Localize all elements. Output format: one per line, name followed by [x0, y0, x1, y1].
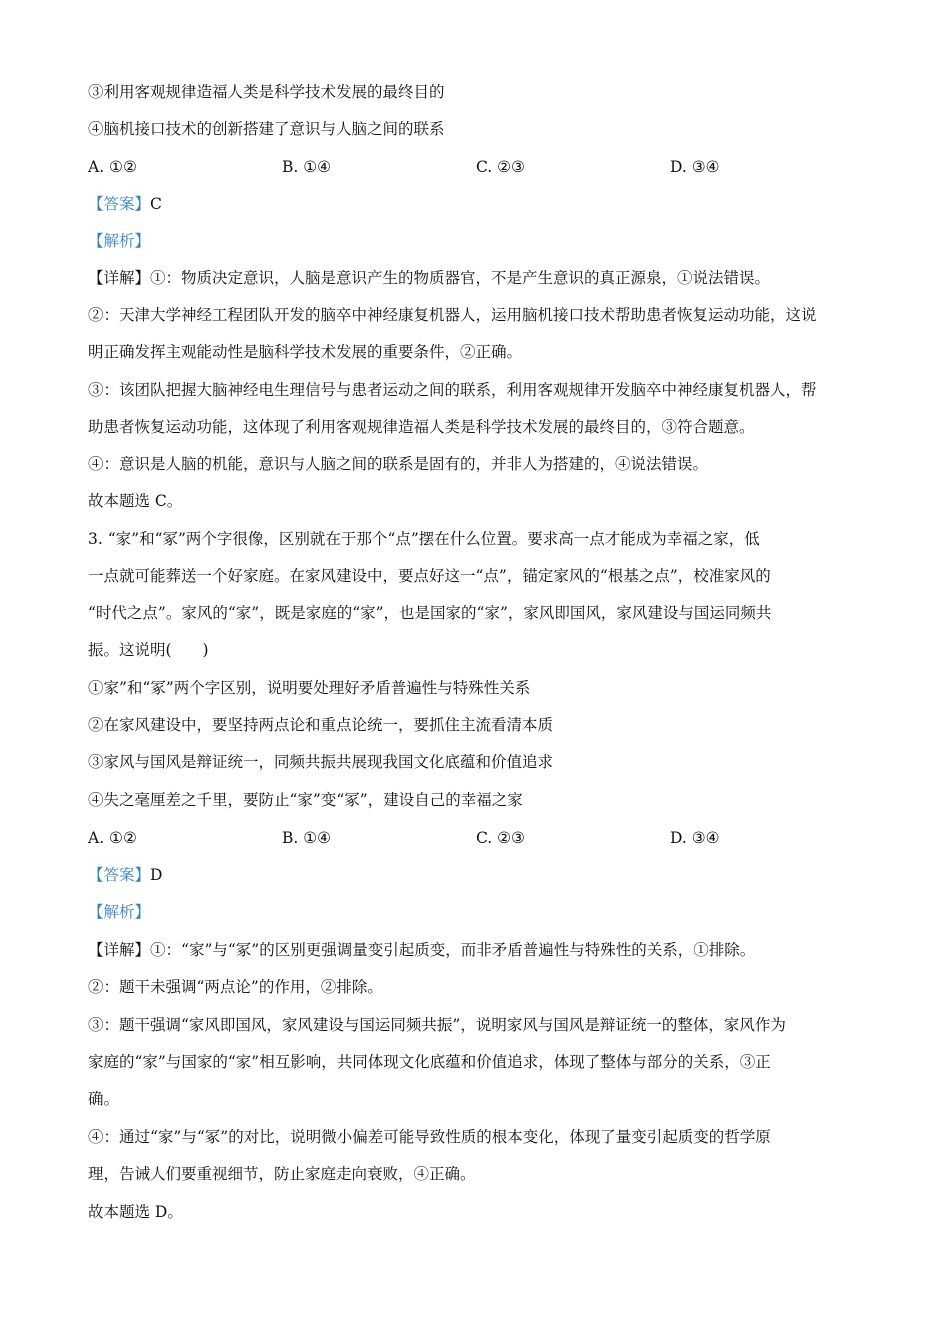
answer-value: C [150, 195, 162, 213]
q2-conclusion: 故本题选 C。 [88, 492, 183, 510]
q2-answer [88, 193, 868, 215]
q2-detail-1 [88, 267, 868, 289]
q3-stem-4: 振。这说明( ) [88, 641, 209, 659]
q3-detail-4a: ④：通过“家”与“冢”的对比，说明微小偏差可能导致性质的根本变化，体现了量变引起质变的哲学原 [88, 1128, 771, 1146]
q3-option-b: B. ①④ [282, 829, 332, 847]
detail-text: ①：“家”与“冢”的区别更强调量变引起质变，而非矛盾普遍性与特殊性的关系，①排除。 [150, 941, 756, 959]
q3-analysis-tag [88, 901, 868, 923]
q3-option-d: D. ③④ [670, 829, 720, 847]
detail-tag: 【详解】 [88, 269, 151, 287]
detail-tag: 【详解】 [88, 941, 151, 959]
answer-value: D [150, 866, 163, 884]
q2-option-a: A. ①② [88, 158, 137, 176]
q3-option-a: A. ①② [88, 829, 137, 847]
q2-option-b: B. ①④ [282, 158, 332, 176]
q3-option-c: C. ②③ [476, 829, 525, 847]
q3-stem-1: 3. “家”和“冢”两个字很像，区别就在于那个“点”摆在什么位置。要求高一点才能成为幸福之家，低 [88, 530, 760, 548]
q2-analysis-tag [88, 230, 868, 252]
answer-tag: 【答案】 [88, 866, 151, 884]
q3-detail-1 [88, 939, 868, 961]
detail-text: ①：物质决定意识，人脑是意识产生的物质器官，不是产生意识的真正源泉，①说法错误。 [150, 269, 771, 287]
q3-detail-2: ②：题干未强调“两点论”的作用，②排除。 [88, 978, 383, 996]
q3-answer [88, 864, 868, 886]
q3-stem-3: “时代之点”。家风的“家”，既是家庭的“家”，也是国家的“家”，家风即国风，家风建设与国运同频共 [88, 604, 772, 622]
q3-detail-3c: 确。 [88, 1090, 120, 1108]
analysis-tag: 【解析】 [88, 232, 151, 250]
q3-conclusion: 故本题选 D。 [88, 1203, 183, 1221]
q2-detail-4: ④：意识是人脑的机能，意识与人脑之间的联系是固有的，并非人为搭建的，④说法错误。 [88, 455, 709, 473]
q2-detail-3a: ③：该团队把握大脑神经电生理信号与患者运动之间的联系，利用客观规律开发脑卒中神经康复机器人，帮 [88, 381, 817, 399]
q3-statement-2: ②在家风建设中，要坚持两点论和重点论统一，要抓住主流看清本质 [88, 716, 554, 734]
q3-statement-4: ④失之毫厘差之千里，要防止“家”变“冢”，建设自己的幸福之家 [88, 791, 523, 809]
q2-option-d: D. ③④ [670, 158, 720, 176]
q2-option-c: C. ②③ [476, 158, 525, 176]
q2-statement-4: ④脑机接口技术的创新搭建了意识与人脑之间的联系 [88, 120, 445, 138]
q3-detail-3a: ③：题干强调“家风即国风，家风建设与国运同频共振”，说明家风与国风是辩证统一的整体，家风作为 [88, 1016, 786, 1034]
q3-detail-3b: 家庭的“家”与国家的“家”相互影响，共同体现文化底蕴和价值追求，体现了整体与部分的关系，③正 [88, 1053, 771, 1071]
q2-statement-3: ③利用客观规律造福人类是科学技术发展的最终目的 [88, 83, 445, 101]
q3-detail-4b: 理，告诫人们要重视细节，防止家庭走向衰败，④正确。 [88, 1165, 476, 1183]
q2-detail-2b: 明正确发挥主观能动性是脑科学技术发展的重要条件，②正确。 [88, 343, 523, 361]
analysis-tag: 【解析】 [88, 903, 151, 921]
q3-statement-3: ③家风与国风是辩证统一，同频共振共展现我国文化底蕴和价值追求 [88, 753, 554, 771]
q2-detail-2a: ②：天津大学神经工程团队开发的脑卒中神经康复机器人，运用脑机接口技术帮助患者恢复运动功能，这说 [88, 306, 817, 324]
answer-tag: 【答案】 [88, 195, 151, 213]
q2-detail-3b: 助患者恢复运动功能，这体现了利用客观规律造福人类是科学技术发展的最终目的，③符合题意。 [88, 418, 755, 436]
q3-statement-1: ①家”和“冢”两个字区别，说明要处理好矛盾普遍性与特殊性关系 [88, 679, 531, 697]
q3-stem-2: 一点就可能葬送一个好家庭。在家风建设中，要点好这一“点”，锚定家风的“根基之点”，校准家风的 [88, 567, 771, 585]
